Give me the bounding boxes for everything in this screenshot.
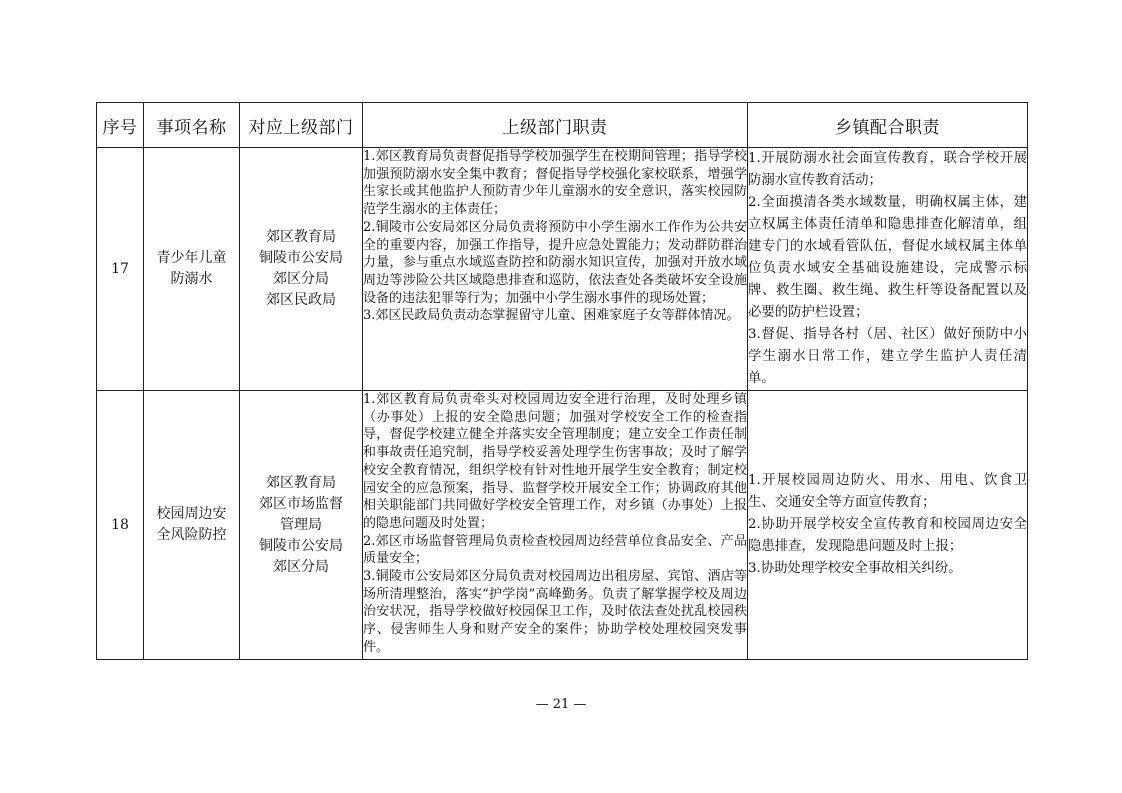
- department-line: 郊区分局: [273, 271, 329, 287]
- duty-paragraph: 3.铜陵市公安局郊区分局负责对校园周边出租房屋、宾馆、酒店等场所清理整治，落实“护学岗”高峰勤务。负责了解掌握学校及周边治安状况，指导学校做好校园保卫工作，及时依法查处扰乱校园秩序、侵害师生人身和财产安全的案件；协助学校处理校园突发事件。: [363, 569, 747, 655]
- item-name-line: 防溺水: [170, 271, 213, 287]
- duty-paragraph: 2.铜陵市公安局郊区分局负责将预防中小学生溺水工作作为公共安全的重要内容，加强工作指导，提升应急处置能力；发动群防群治力量，参与重点水域巡查防控和防溺水知识宣传，加强对开放水域周边等涉险公共区域隐患排查和巡防，依法查处各类破坏安全设施设备的违法犯罪等行为；加强中小学生溺水事件的现场处置；: [363, 219, 747, 306]
- item-name-line: 校园周边安: [156, 506, 227, 522]
- duty-paragraph: 3.督促、指导各村（居、社区）做好预防中小学生溺水日常工作，建立学生监护人责任清单。: [748, 327, 1027, 386]
- superior-departments: [240, 148, 363, 391]
- table-row: [97, 148, 1028, 391]
- department-line: 郊区分局: [273, 558, 329, 575]
- superior-departments: [240, 391, 363, 660]
- duty-paragraph: 1.郊区教育局负责督促指导学校加强学生在校期间管理；指导学校加强预防溺水安全集中教育；督促指导学校强化家校联系，增强学生家长或其他监护人预防青少年儿童溺水的安全意识，落实校园防范学生溺水的主体责任；: [363, 149, 747, 218]
- duty-paragraph: 1.开展防溺水社会面宣传教育，联合学校开展防溺水宣传教育活动；: [748, 151, 1027, 188]
- row-number: 17: [97, 148, 144, 391]
- duty-table: [96, 102, 1028, 660]
- header-item-name: 事项名称: [144, 103, 240, 148]
- department-line: 郊区市场监督: [259, 495, 343, 512]
- department-line: 铜陵市公安局: [259, 250, 343, 266]
- header-superior-department: 对应上级部门: [240, 103, 363, 148]
- item-name: [144, 148, 240, 391]
- township-duties: [748, 391, 1028, 660]
- item-name-line: 青少年儿童: [156, 250, 227, 266]
- department-line: 郊区教育局: [266, 229, 336, 245]
- header-number: 序号: [97, 103, 144, 148]
- duty-paragraph: 2.全面摸清各类水域数量，明确权属主体，建立权属主体责任清单和隐患排查化解清单，组建专门的水域看管队伍，督促水域权属主体单位负责水域安全基础设施建设，完成警示标牌、救生圈、救生绳、救生杆等设备配置以及必要的防护栏设置；: [748, 195, 1027, 320]
- page-number: — 21 —: [535, 697, 587, 712]
- superior-duties: [363, 391, 748, 660]
- duty-paragraph: 3.郊区民政局负责动态掌握留守儿童、困难家庭子女等群体情况。: [363, 308, 740, 324]
- township-duties: [748, 148, 1028, 391]
- duty-paragraph: 1.郊区教育局负责牵头对校园周边安全进行治理，及时处理乡镇（办事处）上报的安全隐患问题；加强对学校安全工作的检查指导，督促学校建立健全并落实安全管理制度；建立安全工作责任制和事故责任追究制，指导学校妥善处理学生伤害事故；及时了解学校安全教育情况，组织学校有针对性地开展学生安全教育；制定校园安全的应急预案，指导、监督学校开展安全工作；协调政府其他相关职能部门共同做好学校安全管理工作，对乡镇（办事处）上报的隐患问题及时处置；: [363, 392, 747, 531]
- superior-duties: [363, 148, 748, 391]
- duty-paragraph: 2.协助开展学校安全宣传教育和校园周边安全隐患排查，发现隐患问题及时上报；: [748, 517, 1027, 554]
- duty-paragraph: 2.郊区市场监督管理局负责检查校园周边经营单位食品安全、产品质量安全；: [363, 533, 747, 567]
- department-line: 郊区教育局: [266, 474, 336, 491]
- duty-paragraph: 1.开展校园周边防火、用水、用电、饮食卫生、交通安全等方面宣传教育；: [748, 473, 1027, 510]
- row-number: 18: [97, 391, 144, 660]
- item-name-line: 全风险防控: [156, 527, 227, 543]
- department-line: 铜陵市公安局: [259, 537, 343, 554]
- table-header-row: [97, 103, 1028, 148]
- department-line: 郊区民政局: [266, 292, 336, 308]
- item-name: [144, 391, 240, 660]
- department-line: 管理局: [280, 516, 322, 533]
- table-row: [97, 391, 1028, 660]
- header-superior-duties: 上级部门职责: [363, 103, 748, 148]
- header-township-duties: 乡镇配合职责: [748, 103, 1028, 148]
- duty-paragraph: 3.协助处理学校安全事故相关纠纷。: [748, 561, 962, 576]
